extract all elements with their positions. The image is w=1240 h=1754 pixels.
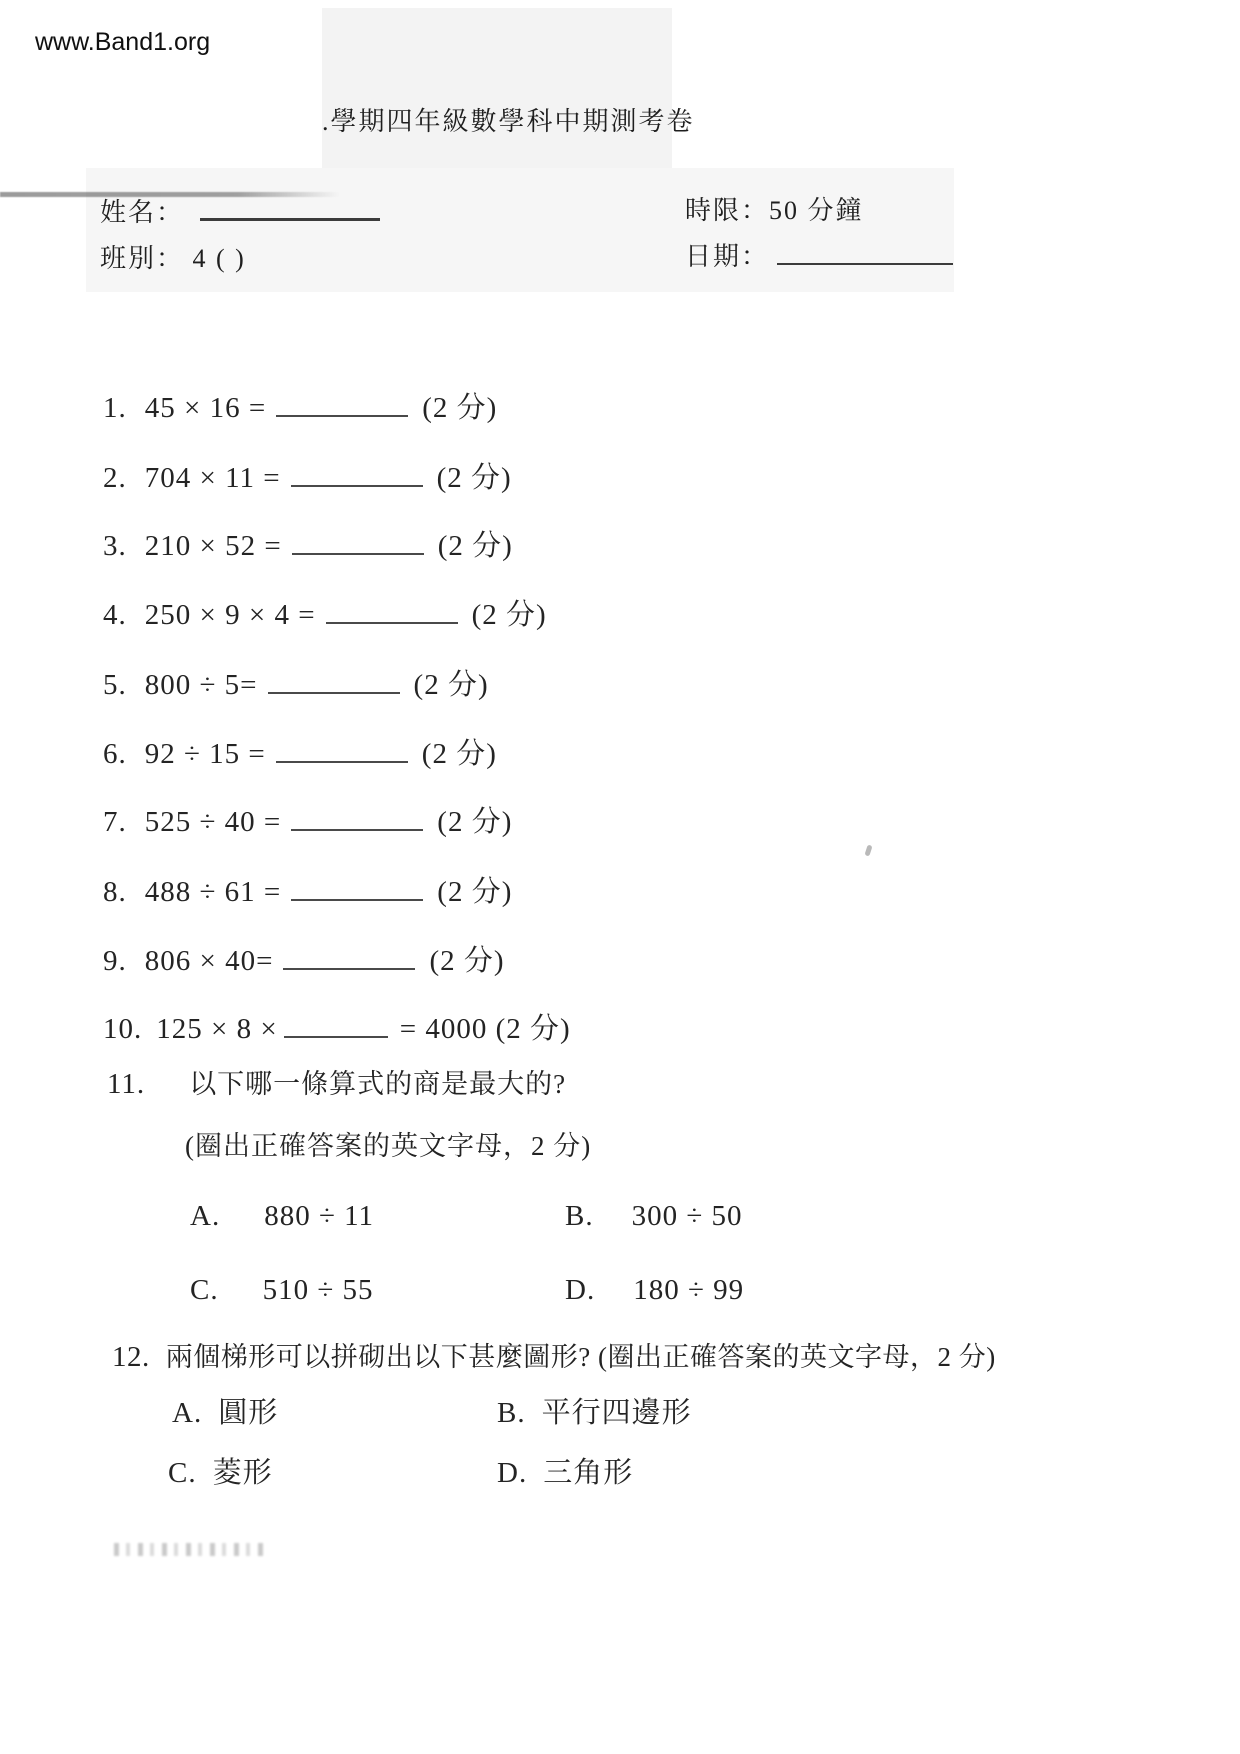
option-label: C. — [190, 1274, 219, 1306]
question-row-9 — [103, 938, 505, 979]
answer-blank-line — [268, 686, 400, 694]
score-label: (2 分) — [413, 669, 489, 701]
q11-option-b — [565, 1200, 743, 1233]
date-label: 日期： — [685, 242, 770, 271]
score-label: (2 分) — [437, 806, 513, 838]
question-row-11 — [107, 1062, 566, 1101]
answer-blank-line — [291, 479, 423, 487]
option-text: 菱形 — [212, 1457, 273, 1489]
question-expression: 210 × 52 = — [144, 530, 282, 562]
score-label: (2 分) — [436, 462, 512, 494]
answer-blank-line — [283, 962, 415, 970]
q12-option-d — [497, 1450, 633, 1491]
question-expression: 488 ÷ 61 = — [144, 876, 282, 908]
option-text: 880 ÷ 11 — [264, 1200, 375, 1232]
question-number: 7. — [103, 806, 127, 838]
class-value: 4 ( ) — [192, 244, 246, 273]
option-text: 510 ÷ 55 — [262, 1274, 374, 1306]
score-label: (2 分) — [421, 738, 497, 770]
answer-blank-line — [284, 1030, 388, 1038]
question-expression: 806 × 40= — [144, 945, 274, 977]
question-row-2 — [103, 455, 512, 496]
question-number: 4. — [103, 599, 127, 631]
question-stem: 兩個梯形可以拼砌出以下甚麼圖形? (圈出正確答案的英文字母，2 分) — [165, 1342, 996, 1372]
score-label: (2 分) — [437, 530, 513, 562]
question-11-instruction: (圈出正確答案的英文字母，2 分) — [185, 1131, 592, 1161]
question-number: 10. — [103, 1013, 143, 1045]
question-expression: 800 ÷ 5= — [144, 669, 258, 701]
answer-blank-line — [292, 547, 424, 555]
option-label: B. — [565, 1200, 594, 1232]
question-stem: 以下哪一條算式的商是最大的? — [189, 1069, 567, 1099]
answer-blank-line — [326, 616, 458, 624]
question-row-8 — [103, 869, 512, 910]
question-number: 2. — [103, 462, 127, 494]
answer-blank-line — [291, 893, 423, 901]
name-label: 姓名： — [100, 198, 185, 227]
answer-blank-line — [276, 755, 408, 763]
answer-blank-line — [291, 823, 423, 831]
option-label: C. — [168, 1457, 197, 1489]
question-expression: 125 × 8 × — [156, 1013, 278, 1045]
question-number: 12. — [112, 1341, 150, 1373]
question-expression: 92 ÷ 15 = — [144, 738, 266, 770]
question-row-5 — [103, 662, 489, 703]
page-title: .學期四年級數學科中期測考卷 — [322, 107, 695, 136]
question-number: 9. — [103, 945, 127, 977]
question-row-6 — [103, 731, 497, 772]
question-number: 5. — [103, 669, 127, 701]
score-label: (2 分) — [422, 392, 498, 424]
question-row-7 — [103, 799, 512, 840]
score-label: (2 分) — [437, 876, 513, 908]
watermark-url: www.Band1.org — [35, 28, 211, 56]
question-expression-tail: = 4000 (2 分) — [399, 1013, 571, 1045]
question-row-3 — [103, 523, 513, 564]
option-text: 平行四邊形 — [541, 1397, 692, 1429]
option-text: 圓形 — [218, 1397, 279, 1429]
option-text: 180 ÷ 99 — [633, 1274, 745, 1306]
question-row-10 — [103, 1006, 571, 1047]
option-label: B. — [497, 1397, 526, 1429]
q12-option-b — [497, 1390, 692, 1431]
answer-blank-line — [276, 409, 408, 417]
question-expression: 704 × 11 = — [144, 462, 281, 494]
q11-option-c — [190, 1274, 374, 1307]
question-number: 3. — [103, 530, 127, 562]
q12-option-c — [168, 1450, 273, 1491]
class-label: 班別： — [100, 244, 185, 273]
question-expression: 250 × 9 × 4 = — [144, 599, 316, 631]
score-label: (2 分) — [429, 945, 505, 977]
question-row-4 — [103, 592, 547, 633]
q12-option-a — [172, 1390, 278, 1431]
option-label: D. — [497, 1457, 528, 1489]
question-number: 8. — [103, 876, 127, 908]
question-expression: 525 ÷ 40 = — [144, 806, 282, 838]
question-number: 1. — [103, 392, 127, 424]
question-number: 6. — [103, 738, 127, 770]
option-label: D. — [565, 1274, 596, 1306]
option-label: A. — [190, 1200, 221, 1232]
option-text: 300 ÷ 50 — [631, 1200, 743, 1232]
time-value: 50 分鐘 — [769, 196, 864, 225]
option-label: A. — [172, 1397, 203, 1429]
question-row-1 — [103, 385, 497, 426]
time-label: 時限： — [685, 196, 770, 225]
q11-option-d — [565, 1274, 744, 1307]
question-row-12 — [112, 1335, 996, 1374]
score-label: (2 分) — [471, 599, 547, 631]
option-text: 三角形 — [543, 1457, 634, 1489]
question-number: 11. — [107, 1068, 146, 1100]
q11-option-a — [190, 1200, 374, 1233]
question-expression: 45 × 16 = — [144, 392, 267, 424]
